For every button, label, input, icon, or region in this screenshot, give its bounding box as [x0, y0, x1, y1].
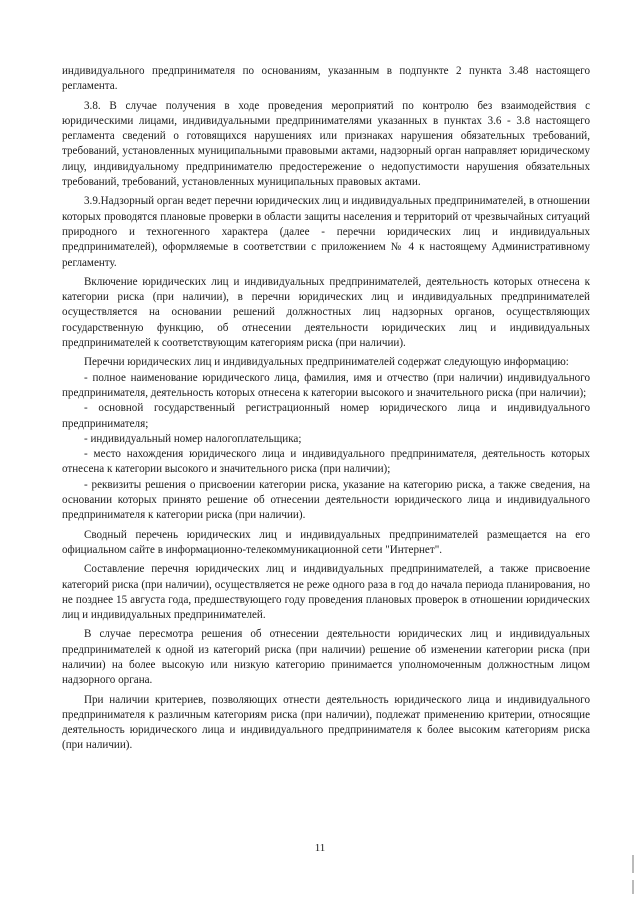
list-item: - полное наименование юридического лица, фамилия, имя и отчество (при наличии) индивидуального предпринимателя, деятельность которых отнесена к категории высокого и значительного риска (при наличии); — [62, 371, 590, 399]
paragraph: 3.9.Надзорный орган ведет перечни юридических лиц и индивидуальных предпринимателей, в отношении которых проводятся плановые проверки в области защиты населения и территорий от чрезвычайных ситуаций природного и техногенного характера (далее - перечни юридических лиц и индивидуальных предпринимателей), оформляемые в соответствии с приложением № 4 к настоящему Административному регламенту. — [62, 195, 590, 269]
paragraph: При наличии критериев, позволяющих отнести деятельность юридического лица и индивидуального предпринимателя к различным категориям риска (при наличии), подлежат применению критерии, относящие деятельность юридического лица и индивидуального предпринимателя к более высоким категориям риска (при наличии). — [62, 693, 590, 752]
list-item: - место нахождения юридического лица и индивидуального предпринимателя, деятельность которых отнесена к категории высокого и значительного риска (при наличии); — [62, 448, 590, 476]
list-item: - основной государственный регистрационный номер юридического лица и индивидуального предпринимателя; — [62, 402, 590, 430]
paragraph: Составление перечня юридических лиц и индивидуальных предпринимателей, а также присвоение категорий риска (при наличии), осуществляется не реже одного раза в год до начала периода планирования, но не позднее 15 августа года, предшествующего году проведения плановых проверок в отношении юридических лиц и индивидуальных предпринимателей. — [62, 563, 590, 622]
paragraph: индивидуального предпринимателя по основаниям, указанным в подпункте 2 пункта 3.48 настоящего регламента. — [62, 65, 590, 93]
paragraph: 3.8. В случае получения в ходе проведения мероприятий по контролю без взаимодействия с юридическими лицами, индивидуальными предпринимателями указанных в пунктах 3.6 - 3.8 настоящего регламента сведений о готовящихся нарушениях или признаках нарушения обязательных требований, требований, установленных муниципальными правовыми актами, надзорный орган направляет юридическому лицу, индивидуальному предпринимателю предостережение о недопустимости нарушения обязательных требований, требований, установленных муниципальных правовых актами. — [62, 99, 590, 189]
paragraph: Перечни юридических лиц и индивидуальных предпринимателей содержат следующую информацию: — [84, 356, 569, 369]
paragraph: Сводный перечень юридических лиц и индивидуальных предпринимателей размещается на его официальном сайте в информационно-телекоммуникационной сети "Интернет". — [62, 528, 590, 556]
list-item: - индивидуальный номер налогоплательщика; — [84, 432, 302, 445]
paragraph: В случае пересмотра решения об отнесении деятельности юридических лиц и индивидуальных предпринимателей к одной из категорий риска (при наличии) решение об изменении категории риска (при наличии) на более высокую или низкую категорию принимается уполномоченным должностным лицом надзорного органа. — [62, 628, 590, 687]
document-body — [62, 64, 590, 754]
scan-edge-mark — [632, 855, 634, 873]
scan-edge-mark — [632, 880, 634, 894]
page-number: 11 — [314, 842, 326, 854]
paragraph: Включение юридических лиц и индивидуальных предпринимателей, деятельность которых отнесена к категории риска (при наличии), в перечни юридических лиц и индивидуальных предпринимателей осуществляется на основании решений должностных лиц надзорных органов, осуществляющих государственную функцию, об отнесении деятельности юридических лиц и индивидуальных предпринимателей к соответствующим категориям риска (при наличии). — [62, 275, 590, 350]
list-item: - реквизиты решения о присвоении категории риска, указание на категорию риска, а также сведения, на основании которых принято решение об отнесении деятельности юридического лица и индивидуального предпринимателя к категории риска (при наличии). — [62, 478, 590, 522]
